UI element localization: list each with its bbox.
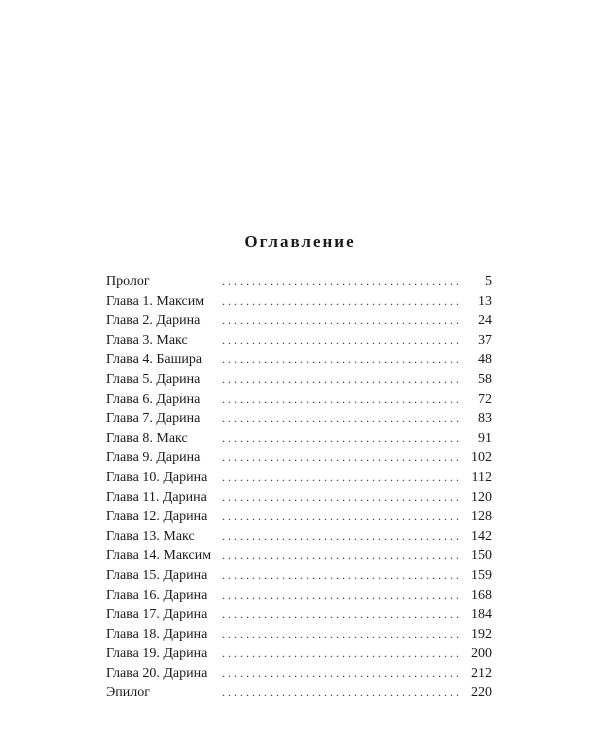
- dot-leader: [222, 625, 462, 645]
- toc-entry-page-number: 13: [478, 293, 492, 309]
- dot-leader: [222, 429, 462, 449]
- dot-leader: [222, 644, 462, 664]
- toc-entry-label: Глава 16. Дарина: [106, 587, 208, 603]
- toc-entry: [106, 370, 492, 390]
- dot-leader: [222, 331, 462, 351]
- toc-entry: [106, 292, 492, 312]
- dot-leader: [222, 488, 462, 508]
- toc-entry-page-number: 91: [478, 430, 492, 446]
- toc-entry-label: Глава 14. Максим: [106, 548, 212, 564]
- toc-entry-page-number: 72: [478, 391, 492, 407]
- toc-entry: [106, 644, 492, 664]
- toc-entry: [106, 683, 492, 703]
- toc-entry: [106, 625, 492, 645]
- toc-entry-label: Глава 19. Дарина: [106, 646, 208, 662]
- toc-entry-label: Глава 20. Дарина: [106, 665, 208, 681]
- toc-entry-page-number: 102: [471, 450, 492, 466]
- toc-entry-page-number: 212: [471, 665, 492, 681]
- toc-entry: [106, 350, 492, 370]
- toc-entry-page-number: 58: [478, 371, 492, 387]
- toc-entry-page-number: 142: [471, 528, 492, 544]
- toc-entry-label: Глава 18. Дарина: [106, 626, 208, 642]
- toc-entry: [106, 586, 492, 606]
- dot-leader: [222, 664, 462, 684]
- toc-entry-label: Глава 5. Дарина: [106, 371, 201, 387]
- toc-entry: [106, 566, 492, 586]
- toc-entry: [106, 507, 492, 527]
- dot-leader: [222, 605, 462, 625]
- dot-leader: [222, 546, 462, 566]
- dot-leader: [222, 683, 462, 703]
- toc-entry-label: Глава 7. Дарина: [106, 411, 201, 427]
- toc-entry-label: Эпилог: [106, 685, 150, 701]
- toc-entry-page-number: 83: [478, 411, 492, 427]
- toc-entry-label: Глава 9. Дарина: [106, 450, 201, 466]
- toc-entry-page-number: 192: [471, 626, 492, 642]
- toc-entry-label: Пролог: [106, 274, 150, 289]
- toc-entry-page-number: 159: [471, 567, 492, 583]
- toc-entry-page-number: 5: [485, 274, 492, 289]
- toc-entry-label: Глава 8. Макс: [106, 430, 188, 446]
- toc-entry-page-number: 168: [471, 587, 492, 603]
- toc-entry: [106, 429, 492, 449]
- toc-entry-label: Глава 4. Башира: [106, 352, 203, 368]
- toc-entry: [106, 468, 492, 488]
- dot-leader: [222, 370, 462, 390]
- table-of-contents: [106, 272, 492, 703]
- dot-leader: [222, 586, 462, 606]
- dot-leader: [222, 409, 462, 429]
- toc-entry-page-number: 112: [471, 469, 492, 485]
- dot-leader: [222, 566, 462, 586]
- toc-entry-page-number: 128: [471, 509, 492, 525]
- toc-entry-page-number: 48: [478, 352, 492, 368]
- dot-leader: [222, 272, 462, 292]
- toc-entry-label: Глава 13. Макс: [106, 528, 195, 544]
- toc-entry: [106, 272, 492, 292]
- dot-leader: [222, 311, 462, 331]
- toc-entry-label: Глава 1. Максим: [106, 293, 205, 309]
- toc-entry-label: Глава 15. Дарина: [106, 567, 208, 583]
- toc-entry-page-number: 184: [471, 607, 492, 623]
- toc-entry-page-number: 120: [471, 489, 492, 505]
- toc-entry: [106, 311, 492, 331]
- dot-leader: [222, 507, 462, 527]
- toc-entry-label: Глава 6. Дарина: [106, 391, 201, 407]
- toc-entry: [106, 331, 492, 351]
- toc-entry: [106, 488, 492, 508]
- toc-entry: [106, 390, 492, 410]
- toc-entry-page-number: 220: [471, 685, 492, 701]
- toc-entry: [106, 409, 492, 429]
- toc-entry-label: Глава 10. Дарина: [106, 469, 208, 485]
- toc-entry-page-number: 200: [471, 646, 492, 662]
- toc-entry: [106, 527, 492, 547]
- dot-leader: [222, 390, 462, 410]
- toc-entry-page-number: 37: [478, 332, 492, 348]
- toc-entry: [106, 546, 492, 566]
- page-title: Оглавление: [244, 232, 356, 251]
- dot-leader: [222, 527, 462, 547]
- toc-entry-label: Глава 3. Макс: [106, 332, 188, 348]
- toc-entry: [106, 448, 492, 468]
- dot-leader: [222, 468, 462, 488]
- toc-entry-label: Глава 11. Дарина: [106, 489, 207, 505]
- dot-leader: [222, 292, 462, 312]
- dot-leader: [222, 448, 462, 468]
- dot-leader: [222, 350, 462, 370]
- toc-entry-label: Глава 2. Дарина: [106, 313, 201, 329]
- toc-entry-label: Глава 17. Дарина: [106, 607, 208, 623]
- toc-entry: [106, 605, 492, 625]
- toc-entry-page-number: 24: [478, 313, 492, 329]
- toc-entry: [106, 664, 492, 684]
- toc-entry-label: Глава 12. Дарина: [106, 509, 208, 525]
- toc-entry-page-number: 150: [471, 548, 492, 564]
